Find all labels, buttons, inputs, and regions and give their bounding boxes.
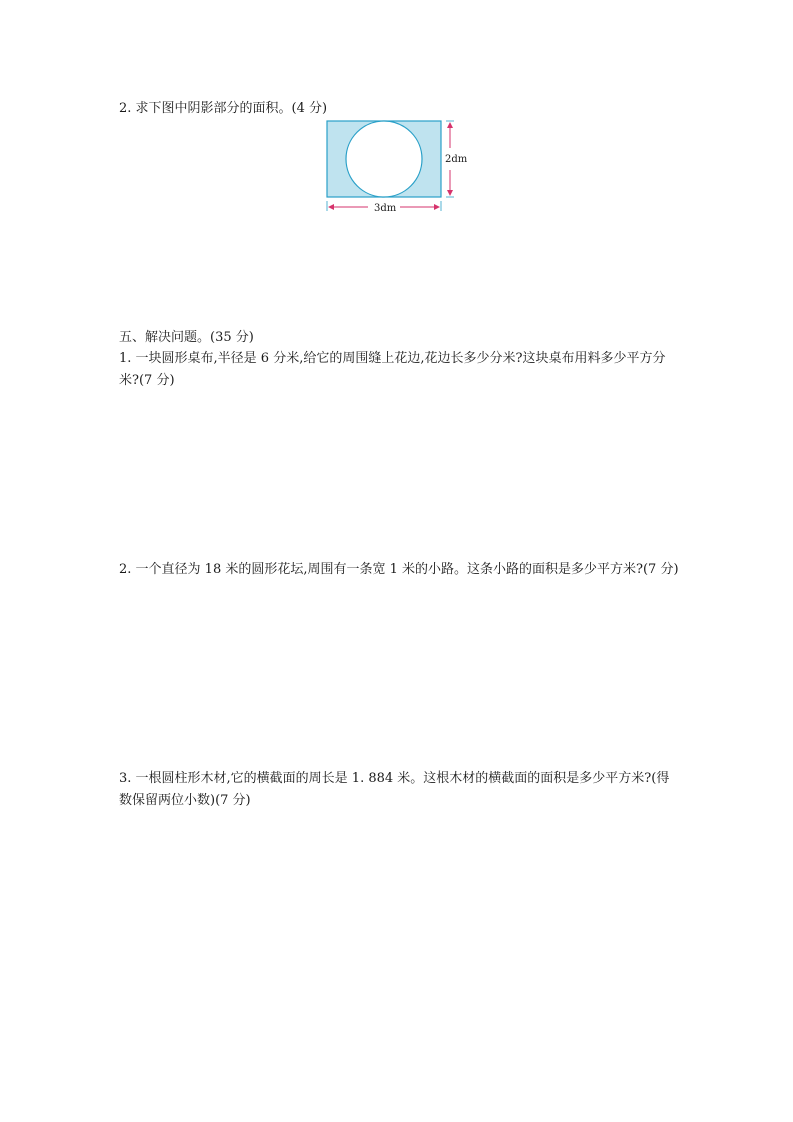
section-5-question-3: 3. 一根圆柱形木材,它的横截面的周长是 1. 884 米。这根木材的横截面的面积是多少平方米?(得数保留两位小数)(7 分) <box>119 771 670 808</box>
shaded-area-figure <box>318 112 478 218</box>
width-label: 3dm <box>374 203 397 214</box>
question-2-shaded-area: 2. 求下图中阴影部分的面积。(4 分) <box>119 101 328 116</box>
section-5-question-1: 1. 一块圆形桌布,半径是 6 分米,给它的周围缝上花边,花边长多少分米?这块桌布用料多少平方分米?(7 分) <box>119 351 666 388</box>
unshaded-circle <box>346 121 422 197</box>
section-5-heading: 五、解决问题。(35 分) <box>119 330 254 345</box>
section-5-question-2: 2. 一个直径为 18 米的圆形花坛,周围有一条宽 1 米的小路。这条小路的面积是多少平方米?(7 分) <box>119 562 679 577</box>
height-label: 2dm <box>445 154 468 165</box>
